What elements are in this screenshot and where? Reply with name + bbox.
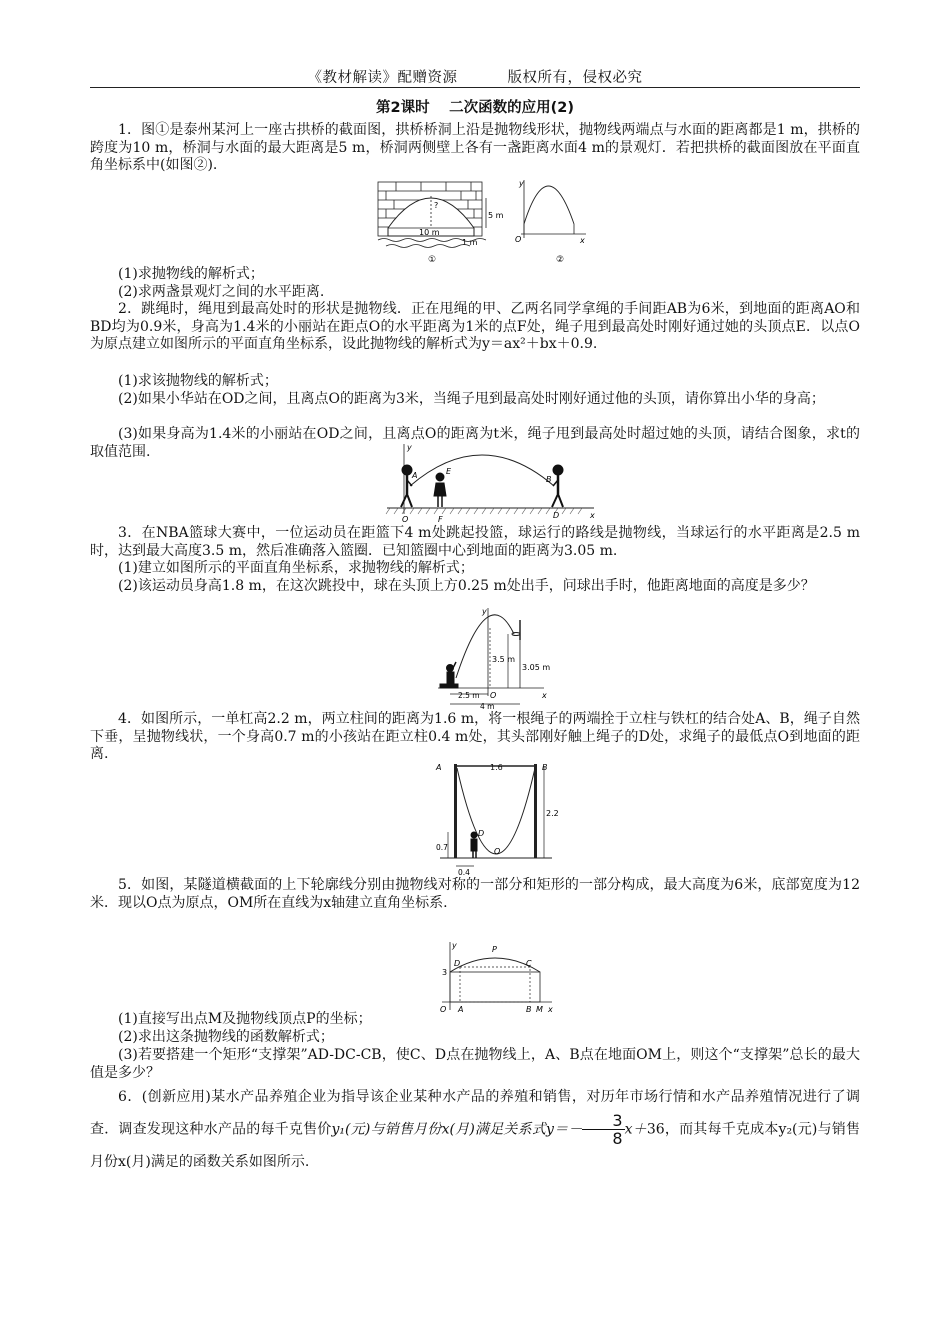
q2-sub1: (1)求该抛物线的解析式；	[118, 373, 278, 389]
q6-y1: y₁(元)与销售月份	[331, 1121, 442, 1138]
fig-x-label: x	[548, 1005, 553, 1014]
q6-xm: x(月)满足关系式	[441, 1121, 547, 1138]
page-header	[90, 66, 860, 87]
girl-xiaoli	[434, 473, 446, 507]
fig2-x-label: x	[580, 236, 585, 245]
figure-label-2: ②	[556, 255, 565, 265]
q6-fraction-num: 3	[582, 1112, 624, 1130]
fig-y-label: y	[482, 607, 487, 616]
player	[440, 662, 458, 688]
fig-x-label: x	[590, 511, 595, 520]
fig-origin: O	[402, 515, 409, 524]
point-a: A	[412, 471, 418, 480]
point-o: O	[494, 847, 501, 856]
figure-label-1: ①	[428, 255, 437, 265]
point-b: B	[526, 1005, 532, 1014]
bridge-height: 5 m	[488, 211, 504, 220]
q1-text: 1．图①是泰州某河上一座古拱桥的截面图，拱桥桥洞上沿是抛物线形状，抛物线两端点与水面的距离都是1 m，拱桥的跨度为10 m，桥洞与水面的最大距离是5 m，桥洞两侧壁上各有一盏距离水面4 m的景观灯．若把拱桥的截面图放在平面直角坐标系中(如图②).	[90, 122, 860, 173]
header-divider	[90, 87, 860, 88]
q2-sub3: (3)如果身高为1.4米的小丽站在OD之间，且离点O的距离为t米，绳子甩到最高处时超过她的头顶，请结合图象，求t的取值范围.	[90, 426, 860, 460]
distance-peak: 2.5 m	[458, 691, 480, 700]
height-max: 3.5 m	[492, 655, 516, 664]
q1-figure-bridge	[376, 178, 586, 264]
basket	[512, 620, 520, 688]
header-right: 版权所有，侵权必究	[507, 70, 643, 86]
bridge-span: 10 m	[419, 228, 440, 237]
point-f: F	[438, 515, 443, 524]
q5-sub3: (3)若要搭建一个矩形“支撑架”AD-DC-CB，使C、D点在抛物线上，A、B点在地面OM上，则这个“支撑架”总长的最大值是多少？	[90, 1047, 860, 1081]
ball-trajectory	[456, 615, 514, 678]
child	[471, 832, 477, 858]
fig2-y-label: y	[519, 179, 524, 188]
q1-sub1: (1)求抛物线的解析式；	[118, 266, 264, 282]
q5-sub1: (1)直接写出点M及抛物线顶点P的坐标；	[118, 1011, 372, 1027]
point-d: D	[553, 511, 560, 520]
bridge-question: ?	[434, 201, 439, 210]
q3-text: 3．在NBA篮球大赛中，一位运动员在距篮下4 m处跳起投篮，球运行的路线是抛物线，当球运行的水平距离是2.5 m时，达到最大高度3.5 m，然后准确落入篮圈．已知篮圈中心到地面的距离为3.05 m.	[90, 525, 860, 559]
q6-fraction	[582, 1112, 624, 1147]
q4-text: 4．如图所示，一单杠高2.2 m，两立柱间的距离为1.6 m，将一根绳子的两端拴于立柱与铁杠的结合处A、B，绳子自然下垂，呈抛物线状，一个身高0.7 m的小孩站在距立柱0.4 m处，其头部刚好触上绳子的D处，求绳子的最低点O到地面的距离.	[90, 711, 860, 762]
point-e: E	[446, 467, 452, 476]
point-m: M	[536, 1005, 543, 1014]
q2-text: 2．跳绳时，绳甩到最高处时的形状是抛物线．正在甩绳的甲、乙两名同学拿绳的手间距AB为6米，到地面的距离AO和BD均为0.9米，身高为1.4米的小丽站在距点O的水平距离为1米的点F处，绳子甩到最高处时刚好通过她的头顶点E．以点O为原点建立如图所示的平面直角坐标系，设此抛物线的解析式为y＝ax²＋bx＋0.9.	[90, 301, 860, 352]
q6-text-b: 36，而其每千克成本y₂(元)与销售月份x(月)满足的函数关系如图所示.	[90, 1121, 860, 1170]
q3-sub1: (1)建立如图所示的平面直角坐标系，求抛物线的解析式；	[118, 560, 474, 576]
height-3: 3	[442, 968, 448, 977]
fig-x-label: x	[542, 691, 547, 700]
q1-sub2: (2)求两盏景观灯之间的水平距离.	[118, 284, 325, 300]
q2-figure	[382, 442, 602, 524]
bridge-side: 1 m	[462, 238, 478, 247]
q3-sub2: (2)该运动员身高1.8 m，在这次跳投中，球在头顶上方0.25 m处出手，问球出手时，他距离地面的高度是多少？	[118, 578, 815, 594]
point-p: P	[492, 945, 497, 954]
fig-origin: O	[490, 691, 497, 700]
q5-sub2: (2)求出这条抛物线的函数解析式；	[118, 1029, 334, 1045]
bar-height: 2.2	[546, 809, 559, 818]
q6-eq-left: y＝－	[546, 1121, 583, 1138]
point-b: B	[542, 763, 548, 772]
point-c: C	[526, 959, 532, 968]
q6-fraction-den: 8	[612, 1129, 623, 1148]
rope-parabola	[410, 455, 554, 486]
q2-sub2: (2)如果小华站在OD之间，且离点O的距离为3米，当绳子甩到最高处时刚好通过他的头顶，请你算出小华的身高；	[118, 391, 825, 407]
point-a: A	[436, 763, 442, 772]
child-height: 0.7	[436, 843, 448, 852]
q3-figure	[432, 606, 562, 712]
fig-y-label: y	[452, 941, 457, 950]
height-rim: 3.05 m	[522, 663, 551, 672]
rope-parabola	[457, 768, 535, 854]
header-left: 《教材解读》配赠资源	[307, 70, 458, 86]
q6-eq-right: x＋	[624, 1121, 647, 1138]
q4-figure	[436, 760, 559, 880]
bar-width: 1.6	[490, 763, 503, 772]
page-title: 第2课时 二次函数的应用(2)	[376, 100, 574, 116]
distance-total: 4 m	[480, 702, 495, 711]
q6-text	[90, 1082, 860, 1177]
point-d: D	[478, 829, 485, 838]
fig2-origin: O	[515, 235, 522, 244]
q5-figure	[436, 940, 556, 1016]
q6-text-a: 6．(创新应用)某水产品养殖企业为指导该企业某种水产品的养殖和销售，对历年市场行情和水产品养殖情况进行了调查．调查发现这种水产品的每千克售价	[90, 1089, 860, 1138]
person-right	[552, 465, 563, 507]
q5-text: 5．如图，某隧道横截面的上下轮廓线分别由抛物线对称的一部分和矩形的一部分构成，最大高度为6米，底部宽度为12米．现以O点为原点，OM所在直线为x轴建立直角坐标系.	[90, 877, 860, 911]
point-b: B	[546, 475, 552, 484]
fig-y-label: y	[407, 443, 412, 452]
fig2-parabola	[524, 186, 574, 224]
point-o: O	[440, 1005, 447, 1014]
child-distance: 0.4	[458, 868, 470, 877]
point-d: D	[454, 959, 461, 968]
point-a: A	[458, 1005, 464, 1014]
